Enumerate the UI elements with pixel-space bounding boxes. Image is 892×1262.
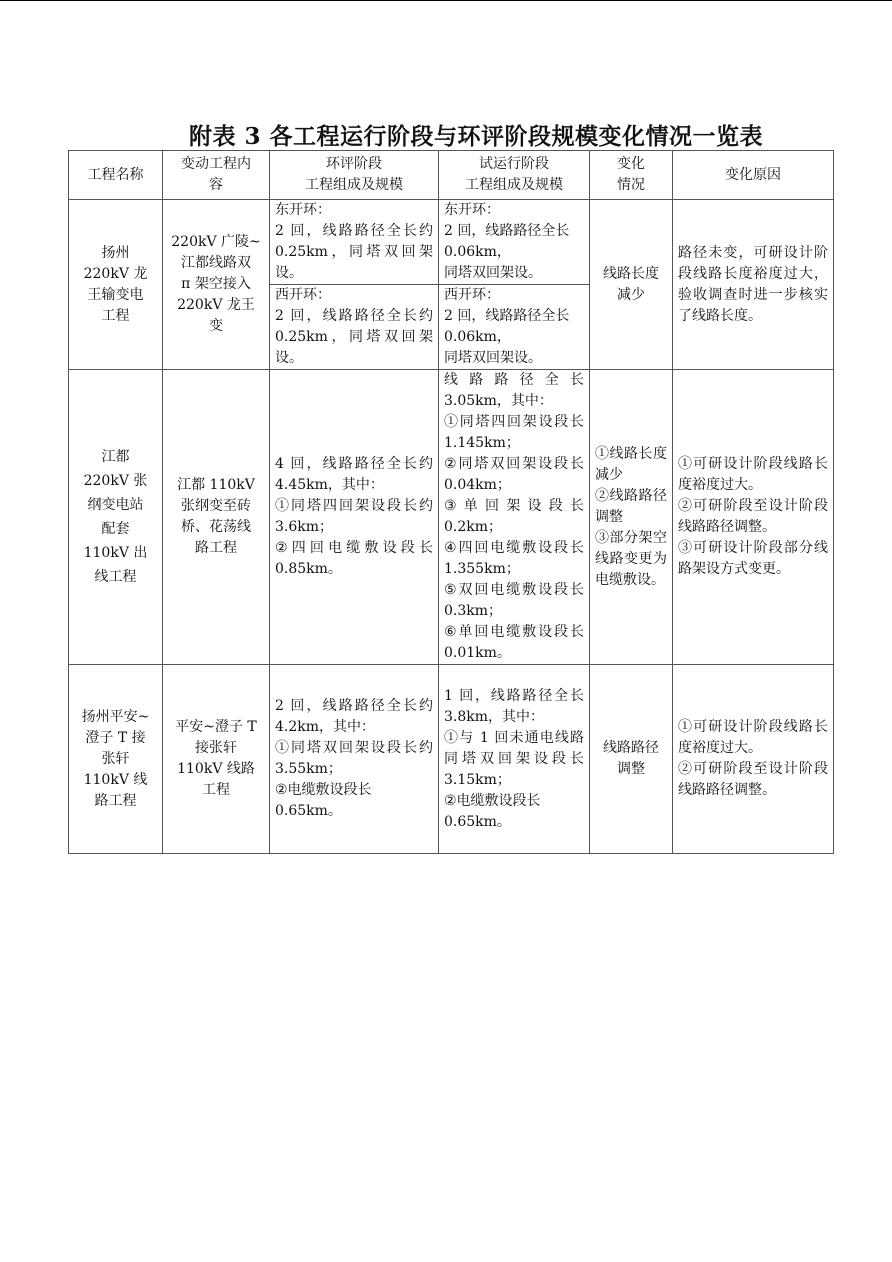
header-change-status: 变化 情况: [590, 151, 673, 200]
top-border-line: [0, 0, 892, 1]
header-change-content: 变动工程内 容: [163, 151, 270, 200]
row1-change-status: 线路长度 减少: [590, 200, 673, 370]
table-row: [69, 200, 834, 285]
row1-eia-east: 东开环： 2 回，线路路径全长约0.25km，同塔双回架设。: [270, 200, 439, 285]
header-change-reason: 变化原因: [673, 151, 834, 200]
row1-change-reason: 路径未变，可研设计阶段线路长度裕度过大，验收调查时进一步核实了线路长度。: [673, 200, 834, 370]
page-title: 附表 3 各工程运行阶段与环评阶段规模变化情况一览表: [188, 123, 764, 150]
comparison-table: [68, 150, 834, 854]
row2-change-reason: ①可研设计阶段线路长度裕度过大。 ②可研阶段至设计阶段线路路径调整。 ③可研设计阶段部分线路架设方式变更。: [673, 370, 834, 665]
row1-change-content: 220kV 广陵~ 江都线路双 π 架空接入 220kV 龙王 变: [163, 200, 270, 370]
row3-project-name: 扬州平安~ 澄子 T 接 张轩 110kV 线 路工程: [69, 665, 163, 854]
row2-trial: 线路路径全长3.05km，其中： ①同塔四回架设段长 1.145km； ②同塔双回架设段长 0.04km； ③单回架设段长0.2km； ④四回电缆敷设段长 1.355km； ⑤双回电缆敷设段长 0.3km； ⑥单回电缆敷设段长 0.01km。: [439, 370, 590, 665]
row3-change-content: 平安~澄子 T 接张轩 110kV 线路 工程: [163, 665, 270, 854]
row3-trial: 1 回，线路路径全长3.8km，其中： ①与 1 回未通电线路同塔双回架设段长 3.15km； ②电缆敷设段长 0.65km。: [439, 665, 590, 854]
row3-eia: 2 回，线路路径全长约4.2km，其中： ①同塔双回架设段长约 3.55km； ②电缆敷设段长 0.65km。: [270, 665, 439, 854]
table-row: [69, 665, 834, 854]
row2-eia: 4 回，线路路径全长约4.45km，其中： ①同塔四回架设段长约 3.6km； ②四回电缆敷设段长0.85km。: [270, 370, 439, 665]
row3-change-status: 线路路径 调整: [590, 665, 673, 854]
row1-eia-west: 西开环： 2 回，线路路径全长约0.25km，同塔双回架设。: [270, 285, 439, 370]
row1-trial-east: 东开环： 2 回，线路路径全长0.06km， 同塔双回架设。: [439, 200, 590, 285]
table-header-row: [69, 151, 834, 200]
header-eia-stage: 环评阶段 工程组成及规模: [270, 151, 439, 200]
row1-trial-west: 西开环： 2 回，线路路径全长0.06km， 同塔双回架设。: [439, 285, 590, 370]
table-row: [69, 370, 834, 665]
header-trial-stage: 试运行阶段 工程组成及规模: [439, 151, 590, 200]
row2-change-status: ①线路长度减少 ②线路路径调整 ③部分架空线路变更为电缆敷设。: [590, 370, 673, 665]
row1-project-name: 扬州 220kV 龙 王输变电 工程: [69, 200, 163, 370]
row2-project-name: 江都 220kV 张 纲变电站 配套 110kV 出 线工程: [69, 370, 163, 665]
row2-change-content: 江都 110kV 张纲变至砖 桥、花荡线 路工程: [163, 370, 270, 665]
row3-change-reason: ①可研设计阶段线路长度裕度过大。 ②可研阶段至设计阶段线路路径调整。: [673, 665, 834, 854]
header-project-name: 工程名称: [69, 151, 163, 200]
